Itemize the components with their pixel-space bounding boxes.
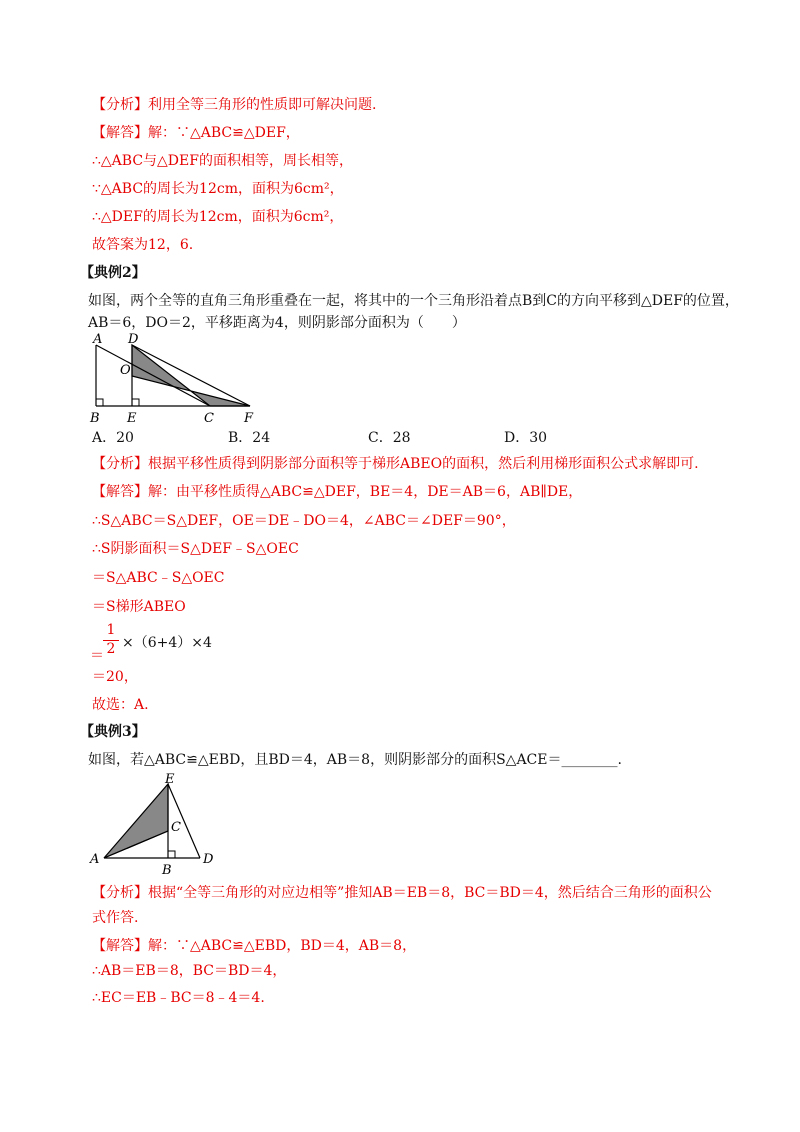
ex3-label-b: B	[162, 863, 172, 878]
ex2-label-d: D	[128, 332, 139, 347]
ex2-option-b: B．24	[228, 430, 271, 446]
ex2-fraction-numerator: 1	[106, 622, 116, 638]
ex2-label-c: C	[204, 411, 214, 426]
ex2-solution-line: ∴S阴影面积＝S△DEF﹣S△OEC	[92, 541, 299, 557]
ex1-solution-line: 故答案为12，6.	[92, 237, 194, 253]
ex3-label-e: E	[165, 772, 175, 787]
ex2-option-a: A．20	[92, 430, 134, 446]
ex2-solution-line: ＝S△ABC﹣S△OEC	[92, 570, 225, 586]
ex1-solution-line: ∴△DEF的周长为12cm，面积为6cm²，	[92, 209, 344, 225]
ex3-shaded-region	[104, 784, 168, 858]
ex2-figure	[80, 330, 280, 426]
ex2-question-line: 如图，两个全等的直角三角形重叠在一起，将其中的一个三角形沿着点B到C的方向平移到△DEF的位置，	[88, 293, 739, 309]
ex3-label-d: D	[203, 852, 214, 867]
ex1-solution-line: 【解答】解：∵△ABC≌△DEF，	[92, 125, 300, 141]
ex2-label-o: O	[120, 363, 131, 378]
ex2-solution-line: ＝20，	[92, 669, 138, 685]
ex3-analysis-line: 式作答.	[92, 910, 139, 926]
ex2-label-f: F	[244, 411, 254, 426]
ex1-solution-line: ∵△ABC的周长为12cm，面积为6cm²，	[92, 181, 344, 197]
ex3-solution-line: ∴EC＝EB﹣BC＝8﹣4＝4.	[92, 990, 265, 1006]
ex3-solution-line: ∴AB＝EB＝8，BC＝BD＝4，	[92, 963, 287, 979]
ex3-question: 如图，若△ABC≌△EBD，且BD＝4，AB＝8，则阴影部分的面积S△ACE＝________.	[88, 752, 622, 768]
ex2-label-a: A	[93, 332, 103, 347]
ex2-option-c: C．28	[368, 430, 411, 446]
ex2-solution-line: ∴S△ABC＝S△DEF，OE＝DE﹣DO＝4，∠ABC＝∠DEF＝90°，	[92, 513, 516, 529]
ex2-label-b: B	[90, 411, 100, 426]
ex2-analysis: 【分析】根据平移性质得到阴影部分面积等于梯形ABEO的面积，然后利用梯形面积公式求解即可.	[92, 456, 699, 472]
ex2-label-e: E	[127, 411, 137, 426]
ex2-solution-line: 【解答】解：由平移性质得△ABC≌△DEF，BE＝4，DE＝AB＝6，AB∥DE，	[92, 484, 583, 500]
ex3-label-c: C	[171, 820, 181, 835]
ex3-solution-line: 【解答】解：∵△ABC≌△EBD，BD＝4，AB＝8，	[92, 938, 417, 954]
ex3-figure	[88, 770, 228, 878]
ex2-heading: 【典例2】	[80, 265, 146, 281]
ex2-option-d: D．30	[504, 430, 548, 446]
ex2-solution-line: ＝S梯形ABEO	[92, 599, 186, 615]
ex1-solution-line: ∴△ABC与△DEF的面积相等，周长相等，	[92, 153, 353, 169]
ex2-solution-line: 故选：A.	[92, 697, 149, 713]
ex2-question-line: AB＝6，DO＝2，平移距离为4，则阴影部分面积为（ ）	[88, 315, 466, 331]
ex2-fraction-expression: ×（6+4）×4	[122, 635, 212, 651]
ex2-fraction-denominator: 2	[106, 641, 116, 657]
ex2-options	[92, 428, 547, 448]
ex3-heading: 【典例3】	[80, 724, 146, 740]
ex2-fraction-equals: ＝	[90, 648, 104, 664]
ex1-analysis: 【分析】利用全等三角形的性质即可解决问题.	[92, 97, 377, 113]
ex3-analysis-line: 【分析】根据“全等三角形的对应边相等”推知AB＝EB＝8，BC＝BD＝4，然后结合三角形的面积公	[92, 885, 712, 901]
ex3-label-a: A	[90, 852, 100, 867]
